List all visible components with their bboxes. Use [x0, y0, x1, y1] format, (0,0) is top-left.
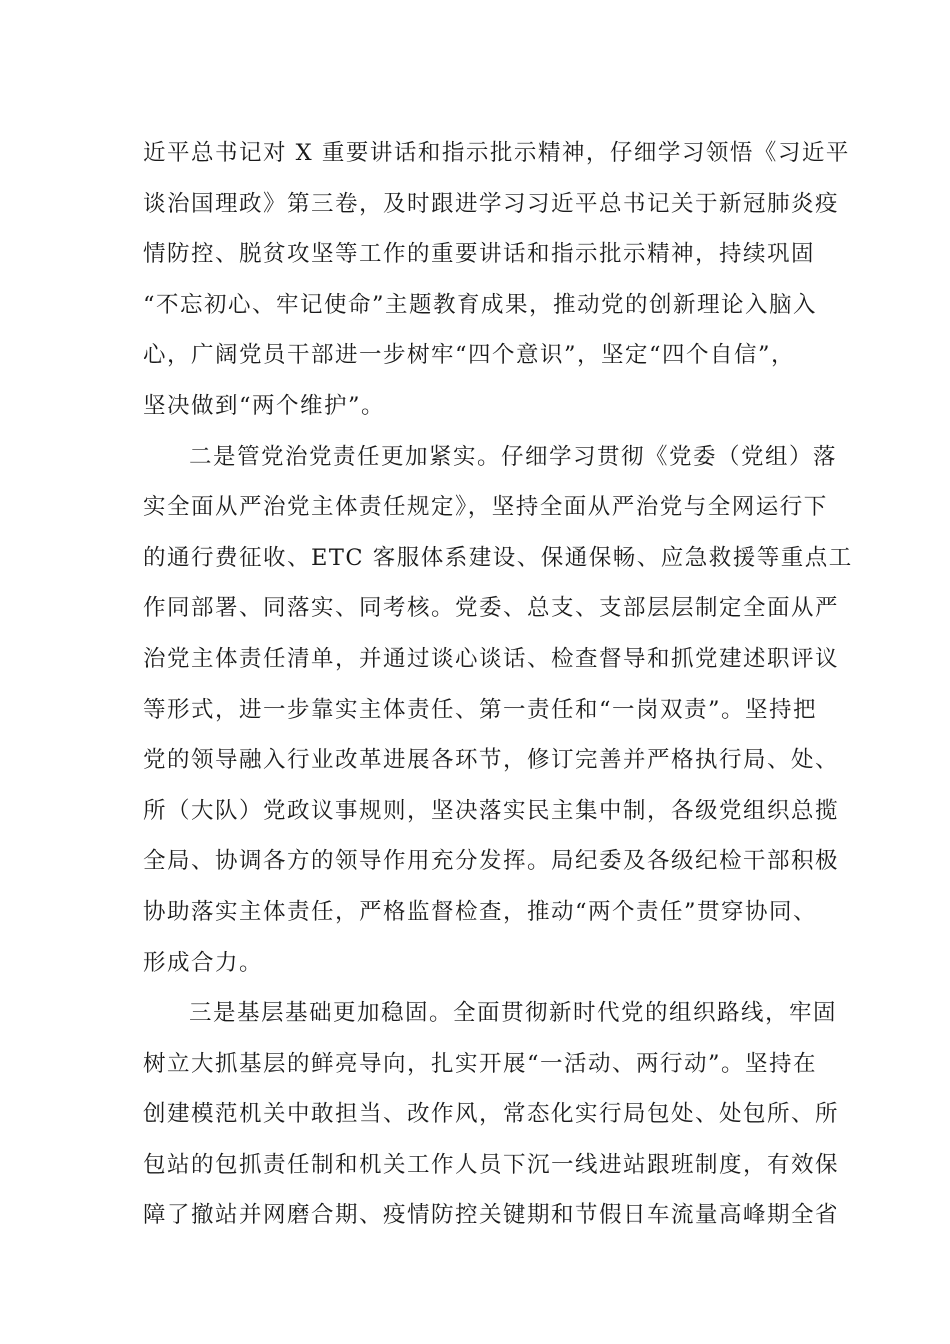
- text-line: 障了撤站并网磨合期、疫情防控关键期和节假日车流量高峰期全省: [143, 1202, 840, 1229]
- text-line: 形成合力。: [143, 949, 264, 976]
- text-line: 协助落实主体责任，严格监督检查，推动“两个责任”贯穿协同、: [143, 898, 818, 925]
- text-line: 树立大抓基层的鲜亮导向，扎实开展“一活动、两行动”。坚持在: [143, 1050, 818, 1077]
- text-line: 心，广阔党员干部进一步树牢“四个意识”，坚定“四个自信”，: [143, 342, 796, 369]
- text-line: 的通行费征收、ETC 客服体系建设、保通保畅、应急救援等重点工: [143, 544, 853, 571]
- text-line: 近平总书记对 X 重要讲话和指示批示精神，仔细学习领悟《习近平: [143, 140, 850, 166]
- paragraph-start-line: 二是管党治党责任更加紧实。仔细学习贯彻《党委（党组）落: [189, 443, 838, 470]
- text-line: 谈治国理政》第三卷，及时跟进学习习近平总书记关于新冠肺炎疫: [143, 190, 840, 217]
- text-line: “不忘初心、牢记使命”主题教育成果，推动党的创新理论入脑入: [143, 291, 818, 318]
- text-line: 情防控、脱贫攻坚等工作的重要讲话和指示批示精神，持续巩固: [143, 241, 816, 268]
- text-line: 坚决做到“两个维护”。: [143, 392, 386, 419]
- text-line: 等形式，进一步靠实主体责任、第一责任和“一岗双责”。坚持把: [143, 696, 818, 723]
- text-line: 包站的包抓责任制和机关工作人员下沉一线进站跟班制度，有效保: [143, 1151, 840, 1178]
- body-text: [143, 128, 853, 1241]
- text-line: 所（大队）党政议事规则，坚决落实民主集中制，各级党组织总揽: [143, 797, 840, 824]
- text-line: 实全面从严治党主体责任规定》，坚持全面从严治党与全网运行下: [143, 494, 828, 521]
- text-line: 治党主体责任清单，并通过谈心谈话、检查督导和抓党建述职评议: [143, 645, 840, 672]
- text-line: 全局、协调各方的领导作用充分发挥。局纪委及各级纪检干部积极: [143, 848, 840, 875]
- text-line: 作同部署、同落实、同考核。党委、总支、支部层层制定全面从严: [143, 595, 840, 622]
- text-line: 党的领导融入行业改革进展各环节，修订完善并严格执行局、处、: [143, 747, 840, 774]
- text-line: 创建模范机关中敢担当、改作风，常态化实行局包处、处包所、所: [143, 1101, 840, 1128]
- paragraph-start-line: 三是基层基础更加稳固。全面贯彻新时代党的组织路线，牢固: [189, 1000, 838, 1027]
